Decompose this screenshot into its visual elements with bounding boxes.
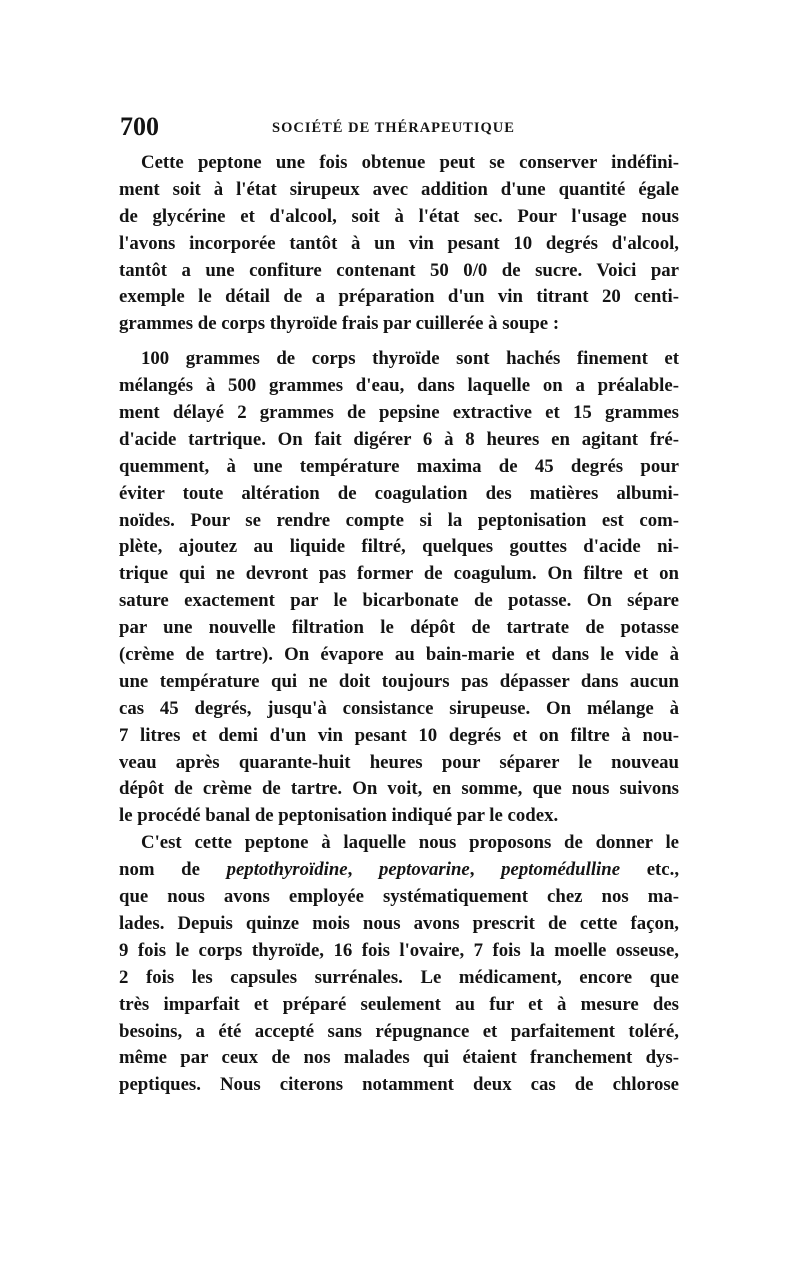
text-line: veau après quarante-huit heures pour séparer le nouveau [119, 751, 679, 773]
text-line: (crème de tartre). On évapore au bain-marie et dans le vide à [119, 644, 679, 666]
text-line: tantôt a une confiture contenant 50 0/0 de sucre. Voici par [119, 259, 679, 281]
text-run: , [469, 859, 502, 881]
text-line: grammes de corps thyroïde frais par cuillerée à soupe : [119, 313, 560, 335]
text-line: l'avons incorporée tantôt à un vin pesant 10 degrés d'alcool, [119, 232, 679, 254]
running-title: SOCIÉTÉ DE THÉRAPEUTIQUE [272, 120, 515, 136]
text-line: Cette peptone une fois obtenue peut se conserver indéfini- [141, 152, 679, 173]
body-text [119, 150, 679, 1099]
paragraph-2 [119, 346, 679, 830]
text-run: etc., [620, 859, 680, 881]
text-line: 9 fois le corps thyroïde, 16 fois l'ovaire, 7 fois la moelle osseuse, [119, 939, 679, 961]
text-line: par une nouvelle filtration le dépôt de tartrate de potasse [119, 617, 679, 639]
text-line: noïdes. Pour se rendre compte si la peptonisation est com- [119, 509, 679, 531]
text-line: même par ceux de nos malades qui étaient franchement dys- [119, 1047, 679, 1069]
text-run: nom de [119, 859, 227, 881]
italic-term: peptovarine [378, 859, 470, 881]
text-line-with-italics [119, 857, 679, 884]
text-line: 2 fois les capsules surrénales. Le médicament, encore que [119, 966, 679, 988]
paragraph-1 [119, 150, 679, 338]
text-line: éviter toute altération de coagulation des matières albumi- [119, 482, 679, 504]
text-line: lades. Depuis quinze mois nous avons prescrit de cette façon, [119, 912, 679, 934]
text-line: plète, ajoutez au liquide filtré, quelques gouttes d'acide ni- [119, 536, 679, 558]
text-line: exemple le détail de a préparation d'un vin titrant 20 centi- [119, 286, 679, 308]
text-line: une température qui ne doit toujours pas dépasser dans aucun [119, 670, 679, 692]
text-run: , [347, 859, 379, 881]
paragraph-gap [119, 338, 679, 346]
page-number: 700 [120, 112, 159, 141]
paragraph-3 [119, 830, 679, 1099]
text-line: très imparfait et préparé seulement au fur et à mesure des [119, 993, 679, 1015]
text-line: cas 45 degrés, jusqu'à consistance sirupeuse. On mélange à [119, 697, 679, 719]
text-line: 100 grammes de corps thyroïde sont hachés finement et [141, 348, 679, 370]
text-line: peptiques. Nous citerons notamment deux cas de chlorose [119, 1074, 679, 1096]
page-header [120, 110, 680, 144]
text-line: le procédé banal de peptonisation indiqué par le codex. [119, 805, 559, 827]
text-line: quemment, à une température maxima de 45 degrés pour [119, 455, 679, 477]
text-line: mélangés à 500 grammes d'eau, dans laquelle on a préalable- [119, 375, 679, 397]
text-line: que nous avons employée systématiquement chez nos ma- [119, 886, 679, 908]
text-line: trique qui ne devront pas former de coagulum. On filtre et on [119, 563, 679, 585]
text-line: ment délayé 2 grammes de pepsine extractive et 15 grammes [119, 402, 679, 424]
text-line: 7 litres et demi d'un vin pesant 10 degrés et on filtre à nou- [119, 724, 679, 746]
text-line: C'est cette peptone à laquelle nous proposons de donner le [141, 832, 679, 854]
text-line: de glycérine et d'alcool, soit à l'état sec. Pour l'usage nous [119, 205, 679, 227]
italic-term: peptomédulline [501, 859, 621, 881]
text-line: ment soit à l'état sirupeux avec addition d'une quantité égale [119, 178, 679, 200]
text-line: dépôt de crème de tartre. On voit, en somme, que nous suivons [119, 778, 679, 800]
text-line: d'acide tartrique. On fait digérer 6 à 8 heures en agitant fré- [119, 428, 679, 450]
text-line: besoins, a été accepté sans répugnance et parfaitement toléré, [119, 1020, 679, 1042]
italic-term: peptothyroïdine [226, 859, 348, 881]
text-line: sature exactement par le bicarbonate de potasse. On sépare [119, 590, 679, 612]
